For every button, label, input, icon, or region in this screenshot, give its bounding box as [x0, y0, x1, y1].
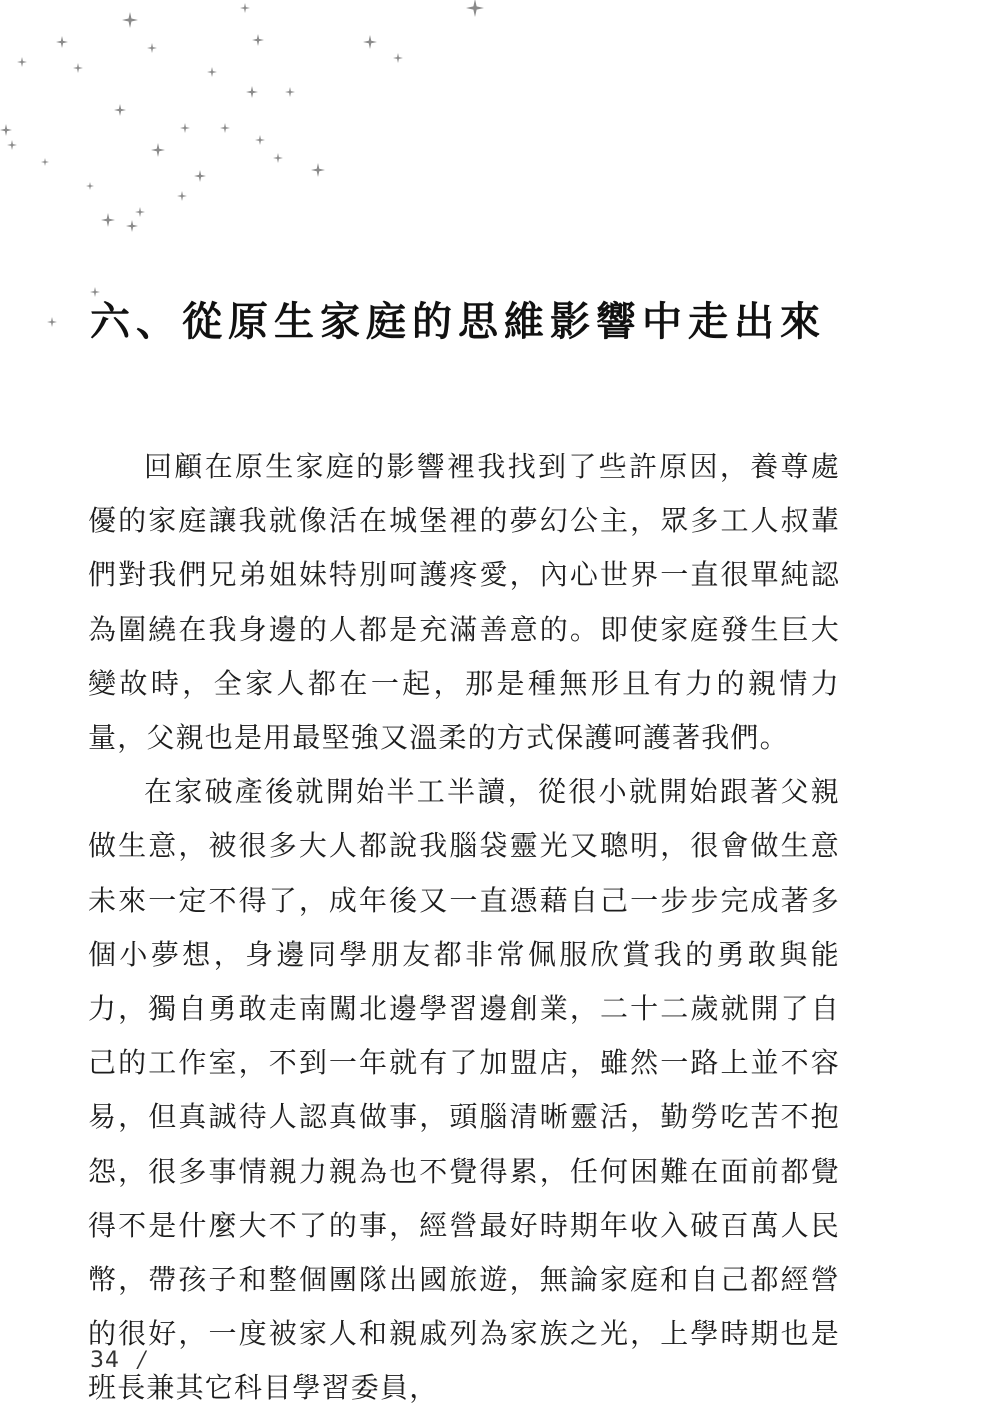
sparkle-star-icon — [101, 213, 115, 227]
sparkle-star-icon — [73, 63, 83, 73]
page-number: 34 — [90, 1348, 120, 1373]
sparkle-star-icon — [180, 123, 190, 133]
paragraph: 在家破產後就開始半工半讀，從很小就開始跟著父親做生意，被很多大人都說我腦袋靈光又聰明，很會做生意未來一定不得了，成年後又一直憑藉自己一步步完成著多個小夢想，身邊同學朋友都非常佩服欣賞我的勇敢與能力，獨自勇敢走南闖北邊學習邊創業，二十二歲就開了自己的工作室，不到一年就有了加盟店，雖然一路上並不容易，但真誠待人認真做事，頭腦清晰靈活，勤勞吃苦不抱怨，很多事情親力親為也不覺得累，任何困難在面前都覺得不是什麼大不了的事，經營最好時期年收入破百萬人民幣，帶孩子和整個團隊出國旅遊，無論家庭和自己都經營的很好，一度被家人和親戚列為家族之光，上學時期也是班長兼其它科目學習委員， — [88, 775, 840, 1405]
sparkle-star-icon — [147, 43, 157, 53]
sparkle-star-icon — [41, 158, 49, 166]
sparkle-star-icon — [135, 207, 145, 217]
sparkle-star-icon — [0, 124, 12, 136]
sparkle-star-icon — [122, 12, 138, 28]
chapter-title: 六、從原生家庭的思維影響中走出來 — [90, 298, 826, 345]
sparkle-star-icon — [285, 87, 295, 97]
sparkle-star-icon — [246, 86, 258, 98]
sparkle-star-icon — [56, 36, 68, 48]
sparkle-star-icon — [151, 143, 165, 157]
sparkle-star-icon — [240, 3, 250, 13]
star-sparkle-decoration — [0, 0, 500, 340]
sparkle-star-icon — [252, 34, 264, 46]
sparkle-star-icon — [17, 57, 27, 67]
sparkle-star-icon — [220, 123, 230, 133]
sparkle-star-icon — [194, 170, 206, 182]
sparkle-star-icon — [86, 182, 94, 190]
body-text — [88, 440, 840, 1416]
sparkle-star-icon — [273, 153, 283, 163]
sparkle-star-icon — [207, 67, 217, 77]
sparkle-star-icon — [255, 135, 265, 145]
paragraph: 回顧在原生家庭的影響裡我找到了些許原因，養尊處優的家庭讓我就像活在城堡裡的夢幻公主，眾多工人叔輩們對我們兄弟姐妹特別呵護疼愛，內心世界一直很單純認為圍繞在我身邊的人都是充滿善意的。即使家庭發生巨大變故時，全家人都在一起，那是種無形且有力的親情力量，父親也是用最堅強又溫柔的方式保護呵護著我們。 — [88, 450, 840, 755]
sparkle-star-icon — [363, 35, 377, 49]
sparkle-star-icon — [466, 0, 484, 17]
sparkle-star-icon — [7, 140, 17, 150]
sparkle-star-icon — [47, 317, 57, 327]
page-separator: / — [138, 1348, 147, 1373]
page-footer — [90, 1348, 146, 1373]
sparkle-star-icon — [177, 191, 187, 201]
sparkle-star-icon — [311, 163, 325, 177]
sparkle-star-icon — [126, 220, 138, 232]
sparkle-star-icon — [114, 104, 126, 116]
sparkle-star-icon — [393, 53, 403, 63]
